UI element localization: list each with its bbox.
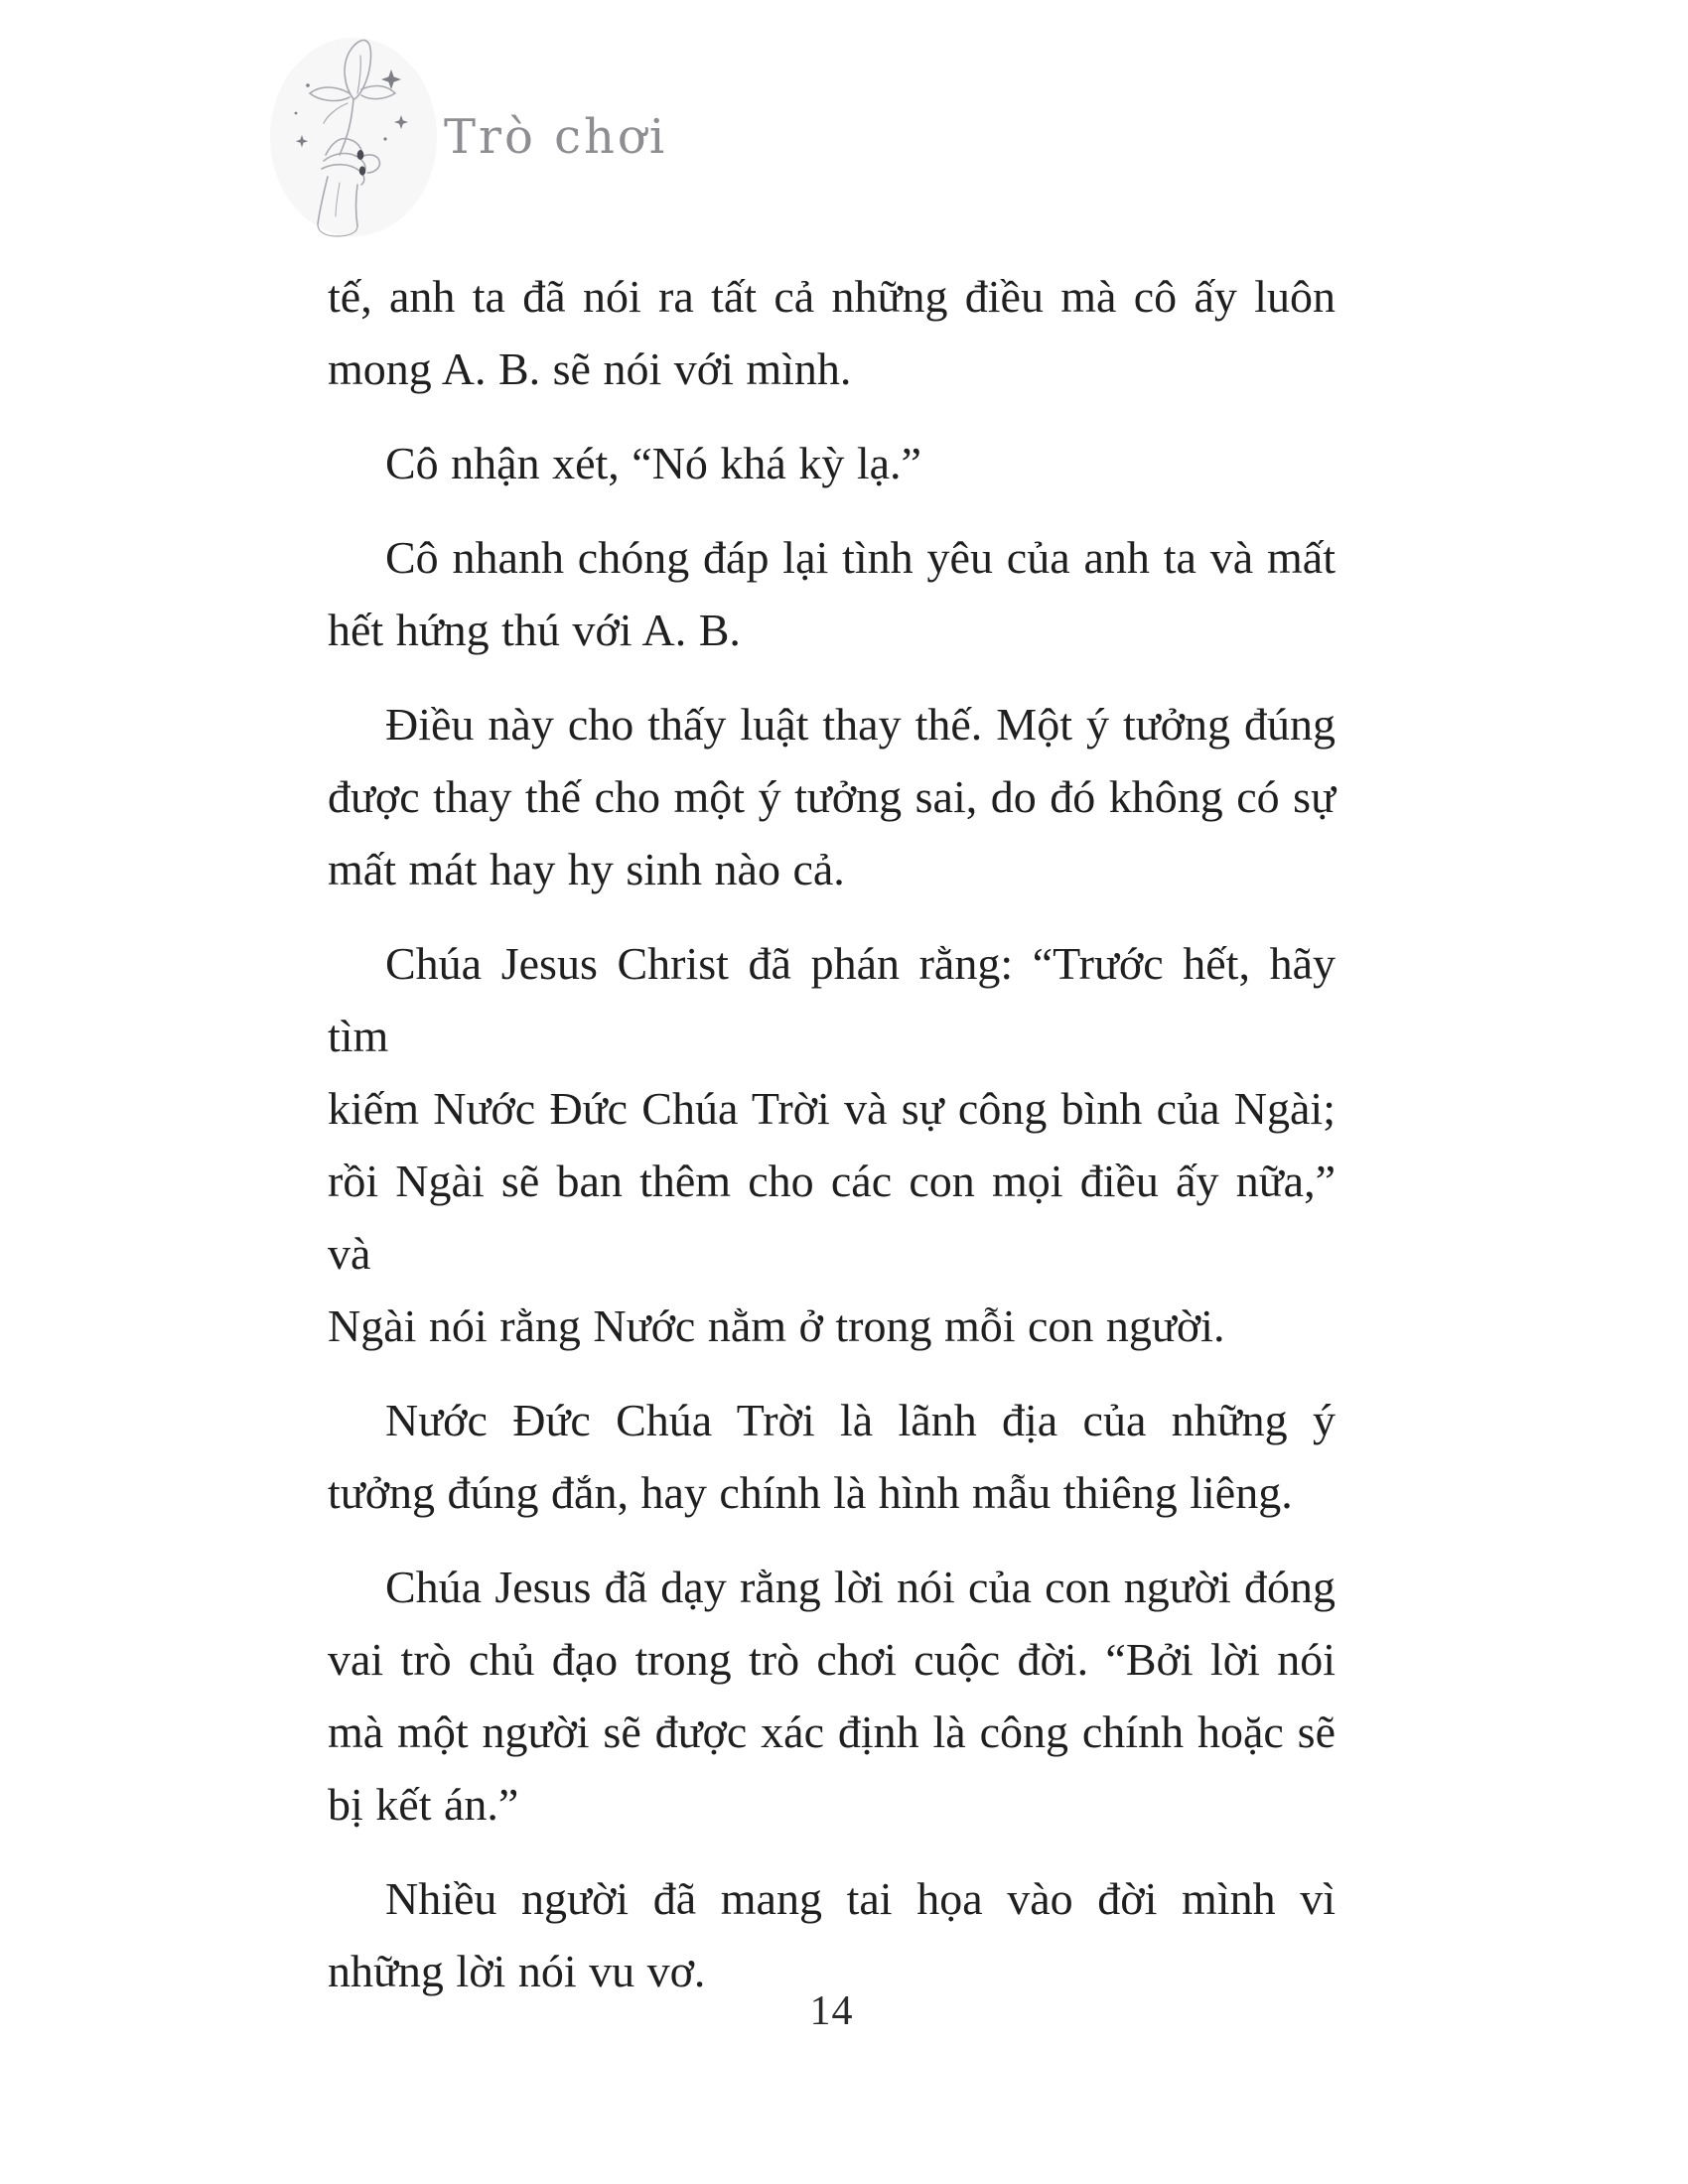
paragraph xyxy=(328,521,1336,666)
text-line: mất mát hay hy sinh nào cả. xyxy=(328,844,845,894)
text-line: mong A. B. sẽ nói với mình. xyxy=(328,343,852,394)
text-line: mà một người sẽ được xác định là công chính hoặc sẽ xyxy=(328,1706,1336,1757)
text-line: bị kết án.” xyxy=(328,1779,519,1830)
text-line: kiếm Nước Đức Chúa Trời và sự công bình của Ngài; xyxy=(328,1083,1336,1134)
paragraph xyxy=(328,1551,1336,1841)
text-line: Ngài nói rằng Nước nằm ở trong mỗi con người. xyxy=(328,1300,1225,1351)
page-number: 14 xyxy=(809,1988,854,2034)
text-line: Chúa Jesus Christ đã phán rằng: “Trước hết, hãy tìm xyxy=(328,938,1336,1061)
text-line: những lời nói vu vơ. xyxy=(328,1946,706,1996)
paragraph xyxy=(328,1384,1336,1529)
text-line: hết hứng thú với A. B. xyxy=(328,605,741,655)
text-line: Chúa Jesus đã dạy rằng lời nói của con người đóng xyxy=(385,1562,1336,1612)
paragraph xyxy=(328,427,1336,499)
paragraph xyxy=(328,688,1336,905)
text-line: Điều này cho thấy luật thay thế. Một ý tưởng đúng xyxy=(385,699,1336,750)
text-line: được thay thế cho một ý tưởng sai, do đó không có sự xyxy=(328,771,1336,822)
paragraph xyxy=(328,260,1336,405)
text-line: rồi Ngài sẽ ban thêm cho các con mọi điều ấy nữa,” và xyxy=(328,1156,1336,1279)
text-line: Nhiều người đã mang tai họa vào đời mình vì xyxy=(385,1873,1336,1924)
text-line: tế, anh ta đã nói ra tất cả những điều mà cô ấy luôn xyxy=(328,271,1336,322)
text-line: Nước Đức Chúa Trời là lãnh địa của những ý xyxy=(385,1395,1336,1445)
text-block xyxy=(328,260,1336,2029)
text-line: vai trò chủ đạo trong trò chơi cuộc đời. “Bởi lời nói xyxy=(328,1634,1336,1685)
chapter-title: Trò chơi xyxy=(444,109,668,165)
text-line: Cô nhận xét, “Nó khá kỳ lạ.” xyxy=(385,438,921,488)
text-line: Cô nhanh chóng đáp lại tình yêu của anh ta và mất xyxy=(385,532,1336,583)
hand-holding-flower-icon xyxy=(266,28,445,241)
text-line: tưởng đúng đắn, hay chính là hình mẫu thiêng liêng. xyxy=(328,1467,1293,1518)
paragraph xyxy=(328,1862,1336,2007)
paragraph xyxy=(328,927,1336,1362)
